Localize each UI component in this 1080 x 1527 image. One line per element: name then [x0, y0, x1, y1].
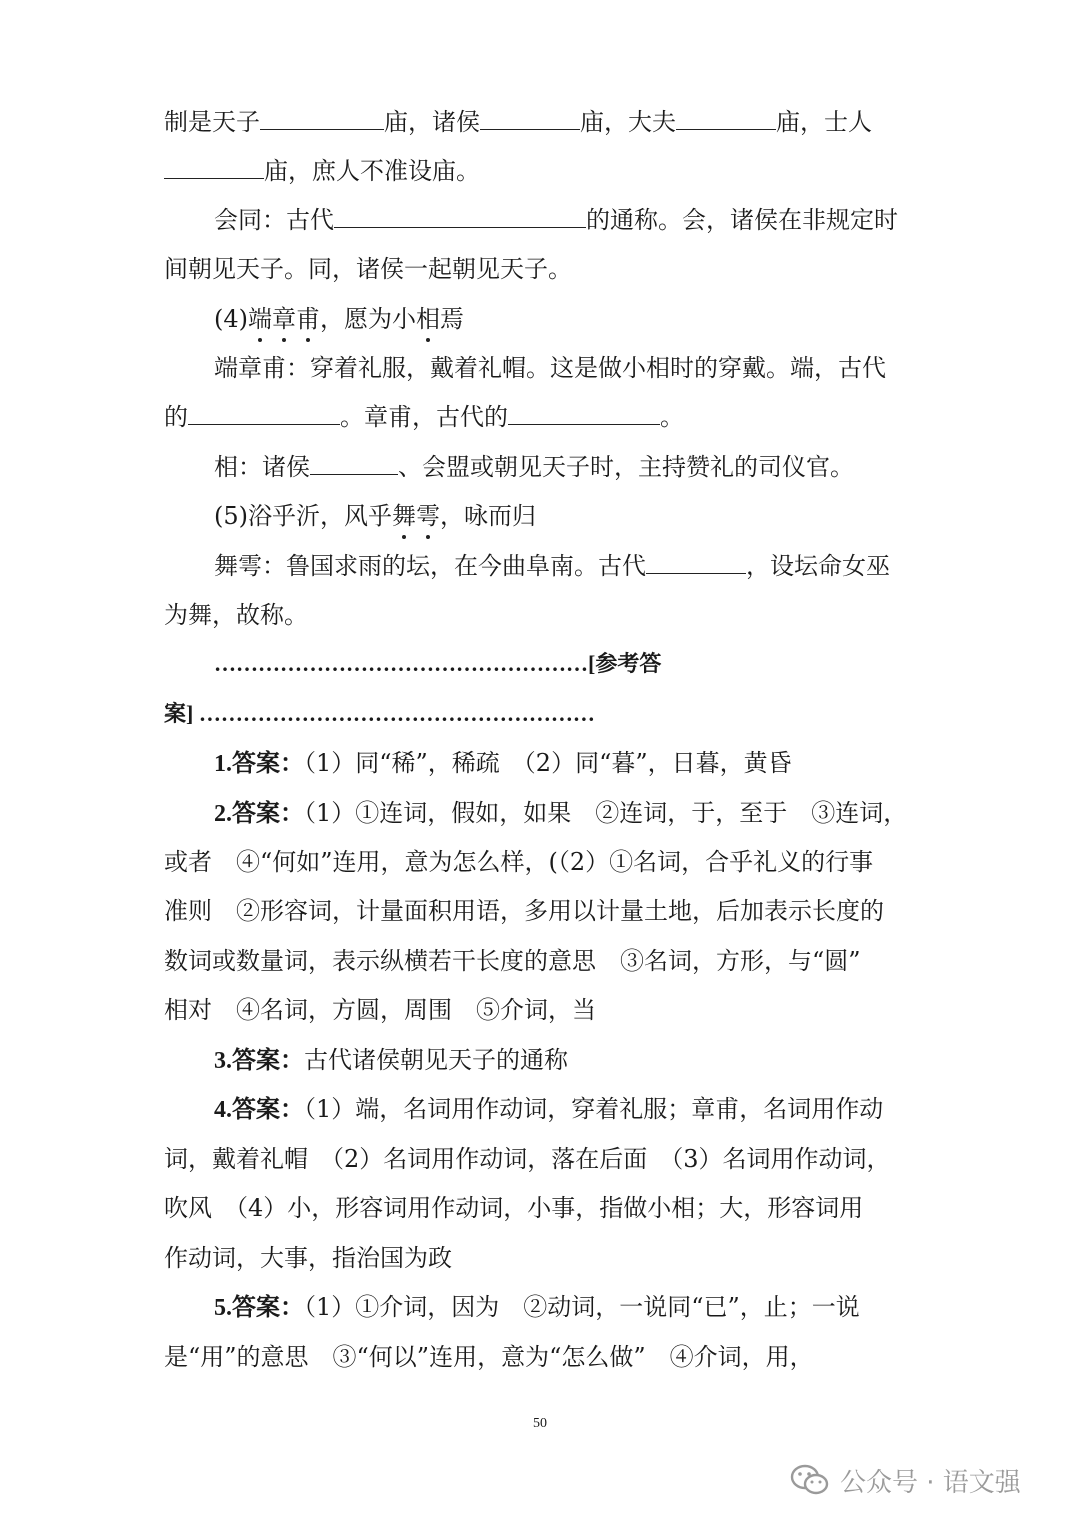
- answer-label: 1.答案：: [214, 751, 304, 777]
- text: （1）同“稀”，稀疏 （2）同“暮”，日暮，黄昏: [304, 749, 792, 777]
- emphasis-dot-char: 雩: [416, 498, 440, 534]
- text: ，愿为小: [320, 305, 416, 333]
- answer-label: 4.答案：: [214, 1097, 304, 1123]
- emphasis-dot-char: 端: [248, 301, 272, 337]
- answer-header: 案] ………………………………………………: [164, 701, 595, 726]
- answer-line: 或者 ④“何如”连用，意为怎么样，(（2）①名词，合乎礼义的行事: [164, 848, 874, 876]
- text-line: [214, 548, 924, 584]
- text: (5)浴乎沂，风乎: [214, 502, 392, 530]
- answer-line: 作动词，大事，指治国为政: [164, 1244, 452, 1272]
- text: 焉: [440, 305, 464, 333]
- text-line: [214, 449, 924, 485]
- text-line: [214, 498, 924, 534]
- answer-line: [214, 745, 924, 782]
- answer-label: 2.答案：: [214, 801, 304, 827]
- text: 、会盟或朝见天子时，主持赞礼的司仪官。: [398, 453, 854, 481]
- text: ，设坛命女巫: [746, 552, 890, 580]
- answer-label: 3.答案：: [214, 1048, 304, 1074]
- answer-line: [214, 795, 924, 832]
- emphasis-dot-char: 相: [416, 301, 440, 337]
- text: （1）①连词，假如，如果 ②连词，于，至于 ③连词，: [304, 799, 908, 827]
- watermark-text: 公众号 · 语文强: [840, 1467, 1021, 1498]
- answer-header: ……………………………………………[参考答: [214, 651, 662, 676]
- text: 会同：古代: [214, 206, 334, 234]
- fill-blank: [310, 452, 398, 475]
- text: （1）①介词，因为 ②动词，一说同“已”，止；一说: [304, 1293, 860, 1321]
- text: 。: [660, 403, 684, 431]
- text: 庙，士人: [776, 108, 872, 136]
- text-line: [164, 399, 924, 435]
- fill-blank: [334, 205, 586, 228]
- text-line: [164, 104, 924, 140]
- text: 相：诸侯: [214, 453, 310, 481]
- text: 制是天子: [164, 108, 260, 136]
- text: 庙，庶人不准设庙。: [264, 157, 480, 185]
- fill-blank: [480, 107, 580, 130]
- answer-line: 准则 ②形容词，计量面积用语，多用以计量土地，后加表示长度的: [164, 897, 884, 925]
- emphasis-dot-char: 章: [272, 301, 296, 337]
- answer-line: [214, 1289, 924, 1326]
- text: 的: [164, 403, 188, 431]
- text-line: [164, 153, 924, 189]
- answer-label: 5.答案：: [214, 1295, 304, 1321]
- answer-line: 数词或数量词，表示纵横若干长度的意思 ③名词，方形，与“圆”: [164, 947, 861, 975]
- text-line: 为舞，故称。: [164, 601, 308, 629]
- wechat-icon: [790, 1463, 830, 1497]
- answer-line: 词，戴着礼帽 （2）名词用作动词，落在后面 （3）名词用作动词，: [164, 1145, 891, 1173]
- page-number: 50: [533, 1416, 547, 1431]
- emphasis-dot-char: 舞: [392, 498, 416, 534]
- text: 庙，诸侯: [384, 108, 480, 136]
- answer-line: 相对 ④名词，方圆，周围 ⑤介词，当: [164, 996, 596, 1024]
- fill-blank: [164, 156, 264, 179]
- text-line: [214, 301, 924, 337]
- text: (4): [214, 305, 248, 333]
- answer-line: 是“用”的意思 ③“何以”连用，意为“怎么做” ④介词，用，: [164, 1343, 814, 1371]
- text-line: 端章甫：穿着礼服，戴着礼帽。这是做小相时的穿戴。端，古代: [214, 354, 886, 382]
- text-line: 间朝见天子。同，诸侯一起朝见天子。: [164, 255, 572, 283]
- fill-blank: [188, 402, 340, 425]
- text: ，咏而归: [440, 502, 536, 530]
- fill-blank: [260, 107, 384, 130]
- emphasis-dot-char: 甫: [296, 301, 320, 337]
- text: 庙，大夫: [580, 108, 676, 136]
- fill-blank: [508, 402, 660, 425]
- answer-line: [214, 1091, 924, 1128]
- fill-blank: [646, 551, 746, 574]
- text-line: [214, 202, 924, 238]
- watermark: [790, 1458, 1021, 1502]
- text: 古代诸侯朝见天子的通称: [304, 1046, 568, 1074]
- answer-line: [214, 1042, 924, 1079]
- text: （1）端，名词用作动词，穿着礼服；章甫，名词用作动: [304, 1095, 884, 1123]
- text: 。章甫，古代的: [340, 403, 508, 431]
- answer-line: 吹风 （4）小，形容词用作动词，小事，指做小相；大，形容词用: [164, 1194, 864, 1222]
- text: 的通称。会，诸侯在非规定时: [586, 206, 898, 234]
- fill-blank: [676, 107, 776, 130]
- text: 舞雩：鲁国求雨的坛，在今曲阜南。古代: [214, 552, 646, 580]
